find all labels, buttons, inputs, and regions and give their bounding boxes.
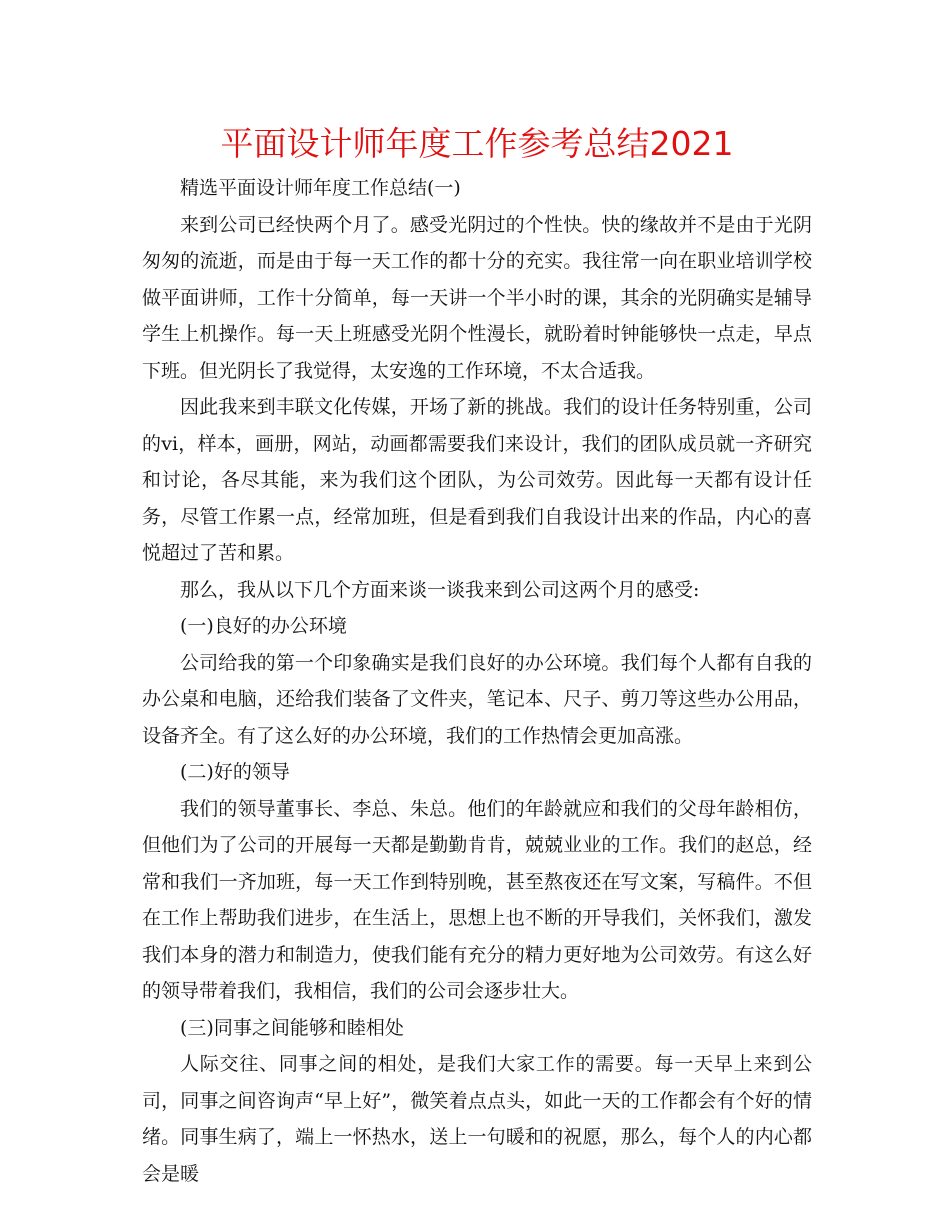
document-body [142, 170, 812, 1192]
paragraph-intro: 来到公司已经快两个月了。感受光阴过的个性快。快的缘故并不是由于光阴匆匆的流逝，而是由于每一天工作的都十分的充实。我往常一向在职业培训学校做平面讲师，工作十分简单，每一天讲一个半小时的课，其余的光阴确实是辅导学生上机操作。每一天上班感受光阴个性漫长，就盼着时钟能够快一点走，早点下班。但光阴长了我觉得，太安逸的工作环境，不太合适我。 [142, 213, 812, 382]
paragraph-new-challenge: 因此我来到丰联文化传媒，开场了新的挑战。我们的设计任务特别重，公司的vi，样本，画册，网站，动画都需要我们来设计，我们的团队成员就一齐研究和讨论，各尽其能，来为我们这个团队，为公司效劳。因此每一天都有设计任务，尽管工作累一点，经常加班，但是看到我们自我设计出来的作品，内心的喜悦超过了苦和累。 [142, 396, 812, 564]
section-heading-leaders: (二)好的领导 [180, 761, 290, 783]
document-page [142, 118, 812, 1192]
section-heading-office: (一)良好的办公环境 [180, 615, 347, 637]
paragraph-colleagues: 人际交往、同事之间的相处，是我们大家工作的需要。每一天早上来到公司，同事之间咨询声“早上好”，微笑着点点头，如此一天的工作都会有个好的情绪。同事生病了，端上一怀热水，送上一句暖和的祝愿，那么，每个人的内心都会是暖 [142, 1053, 812, 1185]
section-heading-colleagues: (三)同事之间能够和睦相处 [180, 1016, 404, 1039]
paragraph-aspects: 那么，我从以下几个方面来谈一谈我来到公司这两个月的感受: [180, 578, 700, 601]
paragraph-office: 公司给我的第一个印象确实是我们良好的办公环境。我们每个人都有自我的办公桌和电脑，还给我们装备了文件夹，笔记本、尺子、剪刀等这些办公用品，设备齐全。有了这么好的办公环境，我们的工作热情会更加高涨。 [142, 651, 812, 747]
section-heading-main: 精选平面设计师年度工作总结(一) [180, 177, 461, 199]
paragraph-leaders: 我们的领导董事长、李总、朱总。他们的年龄就应和我们的父母年龄相仿，但他们为了公司的开展每一天都是勤勤肯肯，兢兢业业的工作。我们的赵总，经常和我们一齐加班，每一天工作到特别晚，甚至熬夜还在写文案，写稿件。不但在工作上帮助我们进步，在生活上，思想上也不断的开导我们，关怀我们，激发我们本身的潜力和制造力，使我们能有充分的精力更好地为公司效劳。有这么好的领导带着我们，我相信，我们的公司会逐步壮大。 [142, 797, 812, 1002]
document-title: 平面设计师年度工作参考总结2021 [220, 124, 734, 163]
